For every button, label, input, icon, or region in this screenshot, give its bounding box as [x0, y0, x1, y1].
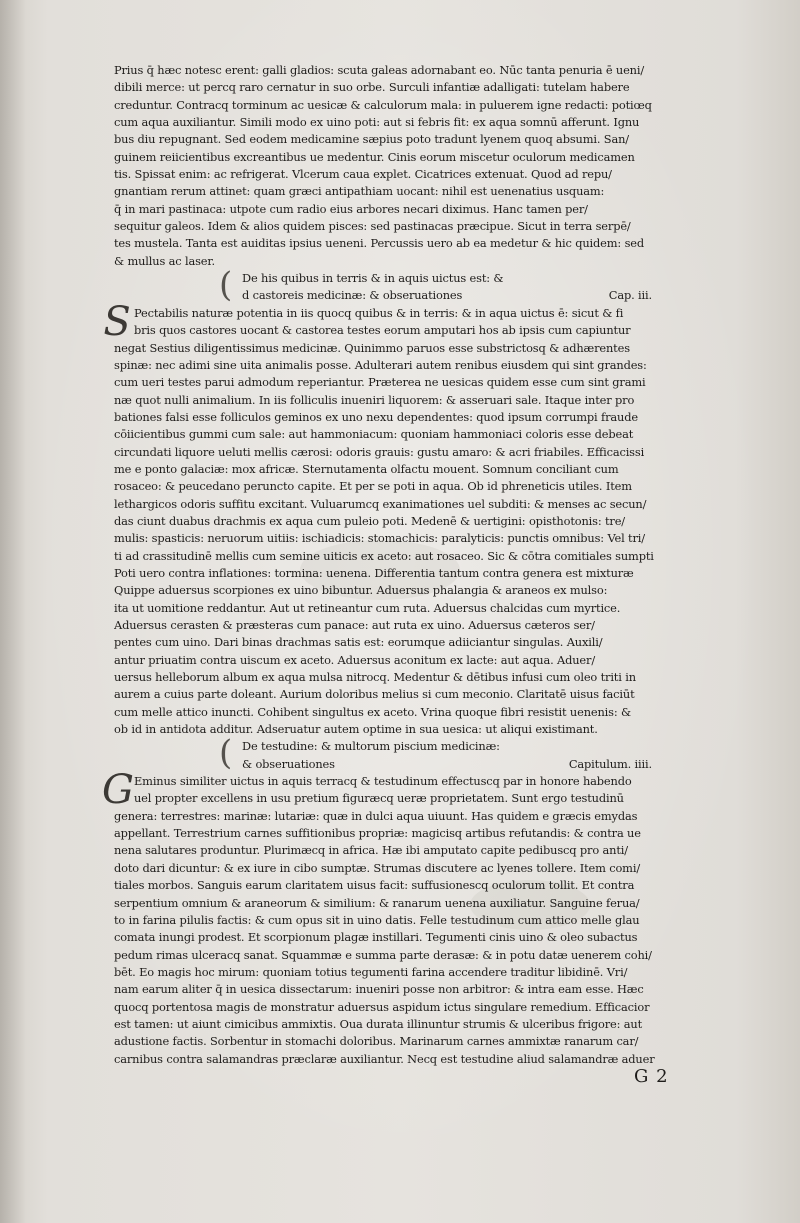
- text-line: cum melle attico inuncti. Cohibent singultus ex aceto. Vrina quoque fibri resistit uenenis: &: [114, 704, 631, 719]
- text-line: nam earum aliter q̄ in uesica dissectarum: inueniri posse non arbitror: & intra eam esse. Hæc: [114, 982, 644, 997]
- text-line: circundati liquore ueluti mellis cærosi: odoris grauis: gustu amaro: & acri friabiles. Efficacissi: [114, 444, 645, 459]
- text-line: lethargicos odoris suffitu excitant. Vuluarumcq exanimationes uel subditi: & menses ac secun/: [114, 496, 647, 511]
- gutter-shadow: [0, 0, 26, 1223]
- chapter-number: Cap. iii.: [608, 288, 652, 303]
- text-line: pentes cum uino. Dari binas drachmas satis est: eorumque adiiciantur singulas. Auxili/: [114, 635, 603, 650]
- text-line: uersus helleborum album ex aqua mulsa nitrocq. Medentur & dētibus infusi cum oleo triti in: [114, 670, 636, 685]
- text-line: pedum rimas ulceracq sanat. Squammæ e summa parte derasæ: & in potu datæ uenerem cohi/: [114, 947, 652, 962]
- text-line: serpentium omnium & araneorum & similium: & ranarum uenena auxiliatur. Sanguine ferua/: [114, 895, 640, 910]
- paragraph-bottom: [102, 767, 682, 1068]
- rubric-bracket: (: [219, 733, 233, 774]
- text-line: adustione factis. Sorbentur in stomachi doloribus. Marinarum carnes ammixtæ ranarum car/: [114, 1034, 639, 1049]
- text-line: sequitur galeos. Idem & alios quidem pisces: sed pastinacas præcipue. Sicut in terra serpē/: [114, 219, 631, 234]
- paragraph-top: [114, 62, 682, 270]
- chapter-heading-iv: [114, 733, 682, 774]
- text-line: cum aqua auxiliantur. Simili modo ex uino poti: aut si febris fit: ex aqua somnū afferunt. Ignu: [114, 115, 640, 130]
- text-line: ob id in antidota additur. Adseruatur autem optime in sua uesica: ut aliqui existimant.: [114, 722, 598, 737]
- text-line: appellant. Terrestrium carnes suffitionibus propriæ: magicisq artibus refutandis: & contra ue: [114, 826, 641, 841]
- signature-mark: G 2: [634, 1066, 669, 1087]
- text-line: ita ut uomitione reddantur. Aut ut retineantur cum ruta. Aduersus chalcidas cum myrtice.: [114, 600, 621, 615]
- text-line: gnantiam rerum attinet: quam græci antipathiam uocant: nihil est uenenatius usquam:: [114, 184, 605, 199]
- chapter-number: Capitulum. iiii.: [568, 756, 652, 771]
- text-line: das ciunt duabus drachmis ex aqua cum puleio poti. Medenē & uertigini: opisthotonis: tre/: [114, 513, 625, 528]
- heading-line: De testudine: & multorum piscium medicinæ:: [242, 739, 500, 754]
- text-line: negat Sestius diligentissimus medicinæ. Quinimmo paruos esse substrictosq & adhærentes: [114, 340, 630, 355]
- text-line: Aduersus cerasten & præsteras cum panace: aut ruta ex uino. Aduersus cæteros ser/: [114, 618, 595, 632]
- text-line: tis. Spissat enim: ac refrigerat. Vlcerum caua explet. Cicatrices extenuat. Quod ad repu/: [114, 167, 612, 182]
- text-line: q̄ in mari pastinaca: utpote cum radio eius arbores necari diximus. Hanc tamen per/: [114, 201, 588, 216]
- text-line: nena salutares produntur. Plurimæcq in africa. Hæ ibi amputato capite pedibuscq pro anti/: [114, 843, 628, 858]
- text-line: dibili merce: ut percq raro cernatur in suo orbe. Surculi infantiæ adalligati: tutelam habere: [114, 80, 630, 95]
- text-line: me e ponto galaciæ: mox africæ. Sternutamenta olfactu mouent. Somnum conciliant cum: [114, 461, 619, 476]
- text-line: carnibus contra salamandras præclaræ auxiliantur. Necq est testudine aliud salamandræ aduer: [114, 1051, 655, 1066]
- text-line: ti ad crassitudinē mellis cum semine uiticis ex aceto: aut rosaceo. Sic & cōtra comitiales sumpti: [114, 548, 654, 563]
- text-line: næ quot nulli animalium. In iis folliculis inueniri liquorem: & asseruari sale. Itaque inter pro: [114, 392, 635, 407]
- text-column: [102, 62, 682, 1068]
- text-line: cōiicientibus gummi cum sale: aut hammoniacum: quoniam hammoniaci coloris esse debeat: [114, 427, 634, 442]
- text-line: & mullus ac laser.: [114, 253, 215, 268]
- text-line: bris quos castores uocant & castorea testes eorum amputari hos ab ipsis cum capiuntur: [134, 323, 631, 338]
- text-line: Quippe aduersus scorpiones ex uino bibuntur. Aduersus phalangia & araneos ex mulso:: [114, 583, 608, 598]
- text-line: Pectabilis naturæ potentia in iis quocq quibus & in terris: & in aqua uictus ē: sicut & fi: [134, 305, 624, 320]
- text-line: genera: terrestres: marinæ: lutariæ: quæ in dulci aqua uiuunt. Has quidem e græcis emydas: [114, 808, 638, 823]
- heading-line: & obseruationes: [242, 756, 335, 771]
- text-line: bus diu repugnant. Sed eodem medicamine sæpius poto tradunt lyenem quoq absumi. San/: [114, 132, 629, 147]
- chapter-heading-iii: [114, 265, 682, 306]
- text-line: spinæ: nec adimi sine uita animalis posse. Adulterari autem renibus eiusdem qui sint grandes:: [114, 357, 647, 372]
- text-line: comata inungi prodest. Et scorpionum plagæ instillari. Tegumenti cinis uino & oleo subactus: [114, 930, 638, 945]
- text-line: est tamen: ut aiunt cimicibus ammixtis. Oua durata illinuntur strumis & ulceribus frigore: aut: [114, 1016, 643, 1031]
- text-line: bēt. Eo magis hoc mirum: quoniam totius tegumenti farina accendere traditur libidinē. Vri/: [114, 964, 628, 979]
- decorated-initial: S: [103, 298, 131, 345]
- text-line: cum ueri testes parui admodum reperiantur. Præterea ne uesicas quidem esse cum sint grami: [114, 375, 646, 390]
- text-line: antur priuatim contra uiscum ex aceto. Aduersus aconitum ex lacte: aut aqua. Aduer/: [114, 652, 596, 667]
- heading-line: De his quibus in terris & in aquis uictus est: &: [242, 271, 504, 286]
- rubric-bracket: (: [219, 265, 233, 306]
- text-line: to in farina pilulis factis: & cum opus sit in uino datis. Felle testudinum cum attico melle glau: [114, 912, 640, 927]
- text-line: tes mustela. Tanta est auiditas ipsius ueneni. Percussis uero ab ea medetur & hic quidem: sed: [114, 236, 645, 251]
- text-line: Poti uero contra inflationes: tormina: uenena. Differentia tantum contra genera est mixturæ: [114, 565, 634, 580]
- text-line: bationes falsi esse folliculos geminos ex uno nexu dependentes: quod ipsum corrumpi fraude: [114, 409, 638, 424]
- paragraph-middle: [103, 298, 682, 739]
- text-line: guinem reiicientibus excreantibus ue medentur. Cinis eorum miscetur oculorum medicamen: [114, 149, 635, 164]
- text-line: Prius q̄ hæc notesc erent: galli gladios: scuta galeas adornabant eo. Nūc tanta penuria ē ueni/: [114, 63, 645, 77]
- text-line: quocq portentosa magis de monstratur aduersus aspidum ictus singulare remedium. Efficacior: [114, 999, 650, 1014]
- text-line: mulis: spasticis: neruorum uitiis: ischiadicis: stomachicis: paralyticis: punctis omnibus: Vel tri/: [114, 531, 645, 546]
- decorated-initial: G: [102, 767, 134, 814]
- text-line: Eminus similiter uictus in aquis terracq & testudinum effectuscq par in honore habendo: [134, 774, 632, 789]
- text-line: uel propter excellens in usu pretium figuræcq ueræ proprietatem. Sunt ergo testudinū: [134, 791, 624, 806]
- text-line: tiales morbos. Sanguis earum claritatem uisus facit: suffusionescq oculorum tollit. Et contra: [114, 878, 635, 893]
- text-line: creduntur. Contracq torminum ac uesicæ & calculorum mala: in puluerem igne redacti: potiœq: [114, 97, 652, 112]
- text-line: doto dari dicuntur: & ex iure in cibo sumptæ. Strumas discutere ac lyenes tollere. Item comi/: [114, 860, 641, 875]
- heading-line: d castoreis medicinæ: & obseruationes: [242, 288, 463, 303]
- text-line: rosaceo: & peucedano peruncto capite. Et per se poti in aqua. Ob id phreneticis utiles. Item: [114, 479, 632, 494]
- text-line: aurem a cuius parte doleant. Aurium doloribus melius si cum meconio. Claritatē uisus faciūt: [114, 687, 635, 702]
